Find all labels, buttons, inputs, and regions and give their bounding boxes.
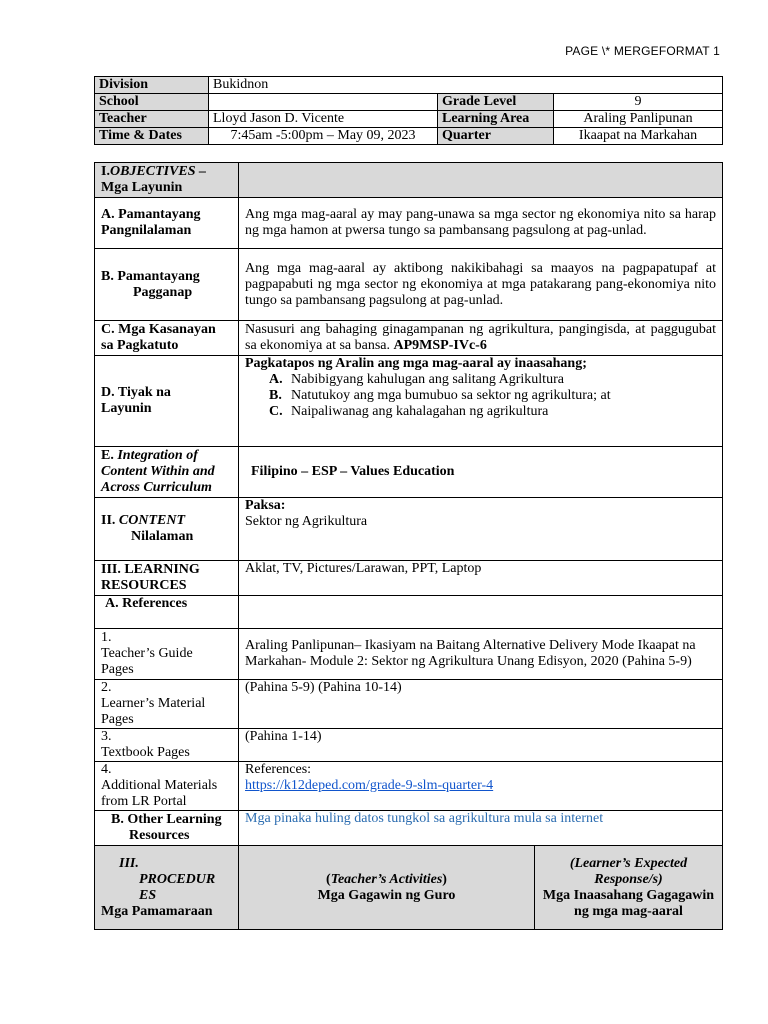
textbook-pages-value: (Pahina 1-14) xyxy=(239,729,723,762)
objectives-intro: Pagkatapos ng Aralin ang mga mag-aaral ay inaasahang; xyxy=(245,356,587,371)
specific-objectives-value xyxy=(239,356,723,447)
grade-level-value: 9 xyxy=(554,94,723,111)
division-value: Bukidnon xyxy=(209,77,723,94)
references-blank xyxy=(239,596,723,629)
teachers-guide-label: 1.Teacher’s Guide Pages xyxy=(95,629,239,680)
content-value xyxy=(239,498,723,561)
other-learning-resources-value: Mga pinaka huling datos tungkol sa agrikultura mula sa internet xyxy=(239,811,723,846)
performance-standards-value: Ang mga mag-aaral ay aktibong nakikibahagi sa maayos na pagpapatupaf at pagpapabuti ng mga sector ng ekonomiya at mga patakarang pang-ekonomiya nito tungo sa pambansang pagsulong at pag-unlad. xyxy=(239,249,723,321)
header-info-table xyxy=(94,76,723,145)
additional-materials-value xyxy=(239,762,723,811)
learning-area-label: Learning Area xyxy=(438,111,554,128)
learning-competencies-value: Nasusuri ang bahaging ginagampanan ng agrikultura, pangingisda, at paggugubat sa ekonomiya at sa bansa. AP9MSP-IVc-6 xyxy=(239,321,723,356)
school-value xyxy=(209,94,438,111)
learning-resources-value: Aklat, TV, Pictures/Larawan, PPT, Laptop xyxy=(239,561,723,596)
teacher-activities-header: (Teacher’s Activities) Mga Gagawin ng Guro xyxy=(239,846,535,930)
learning-area-value: Araling Panlipunan xyxy=(554,111,723,128)
objectives-heading: I.OBJECTIVES – Mga Layunin xyxy=(95,163,239,198)
textbook-pages-label: 3.Textbook Pages xyxy=(95,729,239,762)
learners-material-value: (Pahina 5-9) (Pahina 10-14) xyxy=(239,680,723,729)
time-dates-value: 7:45am -5:00pm – May 09, 2023 xyxy=(209,128,438,145)
list-item: B. Natutukoy ang mga bumubuo sa sektor ng agrikultura; at xyxy=(269,388,611,403)
list-item: A. Nabibigyang kahulugan ang salitang Agrikultura xyxy=(269,372,564,387)
slm-quarter-link[interactable]: https://k12deped.com/grade-9-slm-quarter-4 xyxy=(245,778,494,793)
quarter-label: Quarter xyxy=(438,128,554,145)
other-learning-resources-label: B. Other Learning Resources xyxy=(95,811,239,846)
references-label: A. References xyxy=(95,596,239,629)
time-dates-label: Time & Dates xyxy=(95,128,209,145)
teachers-guide-value: Araling Panlipunan– Ikasiyam na Baitang Alternative Delivery Mode Ikaapat na Markahan- Module 2: Sektor ng Agrikultura Unang Edisyon, 2020 (Pahina 5-9) xyxy=(239,629,723,680)
teacher-value: Lloyd Jason D. Vicente xyxy=(209,111,438,128)
integration-label: E. Integration of Content Within and Across Curriculum xyxy=(95,447,239,498)
quarter-value: Ikaapat na Markahan xyxy=(554,128,723,145)
integration-value: Filipino – ESP – Values Education xyxy=(239,447,723,498)
division-label: Division xyxy=(95,77,209,94)
content-standards-label: A. Pamantayang Pangnilalaman xyxy=(95,198,239,249)
learning-competencies-label: C. Mga Kasanayan sa Pagkatuto xyxy=(95,321,239,356)
page-header: PAGE \* MERGEFORMAT 1 xyxy=(565,44,720,58)
learners-material-label: 2.Learner’s Material Pages xyxy=(95,680,239,729)
references-prefix: References: xyxy=(245,762,312,777)
procedures-label: III. PROCEDUR ES Mga Pamamaraan xyxy=(95,846,239,930)
topic-value: Sektor ng Agrikultura xyxy=(245,514,368,529)
topic-label: Paksa: xyxy=(245,498,286,513)
objectives-list xyxy=(245,372,716,420)
list-item: C. Naipaliwanag ang kahalagahan ng agrikultura xyxy=(269,404,549,419)
competency-code: AP9MSP-IVc-6 xyxy=(393,338,487,353)
additional-materials-label: 4.Additional Materials from LR Portal xyxy=(95,762,239,811)
school-label: School xyxy=(95,94,209,111)
performance-standards-label: B. Pamantayang Pagganap xyxy=(95,249,239,321)
learning-resources-label: III. LEARNING RESOURCES xyxy=(95,561,239,596)
lesson-plan-table xyxy=(94,162,723,930)
learner-responses-header: (Learner’s Expected Response/s) Mga Inaasahang Gagagawin ng mga mag-aaral xyxy=(535,846,723,930)
specific-objectives-label: D. Tiyak na Layunin xyxy=(95,356,239,447)
grade-level-label: Grade Level xyxy=(438,94,554,111)
content-label: II. CONTENT Nilalaman xyxy=(95,498,239,561)
teacher-label: Teacher xyxy=(95,111,209,128)
content-standards-value: Ang mga mag-aaral ay may pang-unawa sa mga sector ng ekonomiya nito sa harap ng mga hamon at pwersa tungo sa pambansang pagsulong at pag-unlad. xyxy=(239,198,723,249)
objectives-heading-blank xyxy=(239,163,723,198)
